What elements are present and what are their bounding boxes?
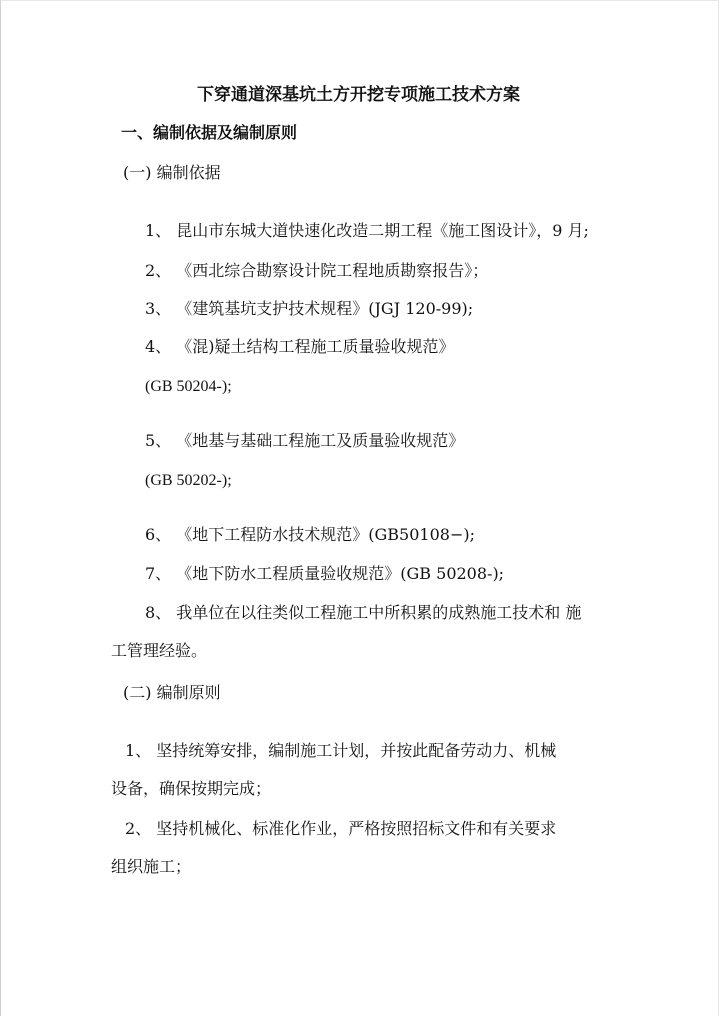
- list-item: 7、 《地下防水工程质量验收规范》(GB 50208-);: [145, 564, 505, 583]
- section-heading: 一、编制依据及编制原则: [121, 123, 298, 142]
- list-item: 1、 坚持统筹安排，编制施工计划，并按此配备劳动力、机械: [125, 741, 557, 760]
- list-item: 4、 《混)疑土结构工程施工质量验收规范》: [145, 337, 455, 356]
- list-item: 8、 我单位在以往类似工程施工中所积累的成熟施工技术和 施: [145, 603, 582, 622]
- list-item-continuation: (GB 50204-);: [145, 378, 232, 395]
- subsection-heading: (二) 编制原则: [123, 683, 221, 702]
- list-item: 2、 《西北综合勘察设计院工程地质勘察报告》；: [145, 261, 489, 280]
- list-item: 1、 昆山市东城大道快速化改造二期工程《施工图设计》，9 月;: [145, 221, 589, 240]
- list-item: 5、 《地基与基础工程施工及质量验收规范》: [145, 431, 465, 450]
- list-item: 2、 坚持机械化、标准化作业，严格按照招标文件和有关要求: [125, 819, 557, 838]
- list-item-continuation: 设备，确保按期完成；: [111, 779, 272, 798]
- list-item: 3、 《建筑基坑支护技术规程》(JGJ 120-99);: [145, 299, 474, 318]
- list-item-continuation: (GB 50202-);: [145, 472, 232, 489]
- list-item: 6、 《地下工程防水技术规范》(GB50108−);: [145, 525, 475, 544]
- document-title: 下穿通道深基坑土方开挖专项施工技术方案: [197, 85, 520, 105]
- list-item-continuation: 工管理经验。: [111, 641, 208, 660]
- subsection-heading: (一) 编制依据: [123, 163, 221, 182]
- list-item-continuation: 组织施工；: [111, 857, 192, 876]
